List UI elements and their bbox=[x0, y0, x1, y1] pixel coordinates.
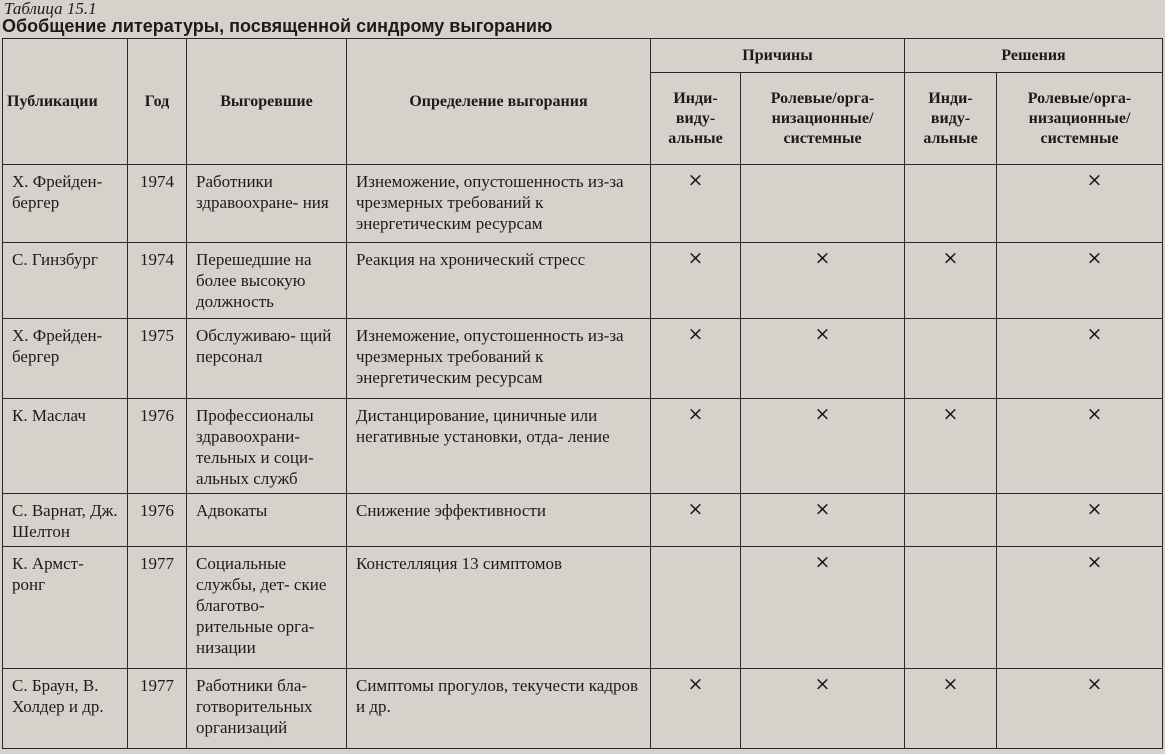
cell-year: 1976 bbox=[128, 494, 187, 547]
cell-solution-role-org bbox=[997, 494, 1163, 547]
cell-cause-individual bbox=[651, 669, 741, 749]
header-year: Год bbox=[128, 39, 187, 165]
cell-cause-role-org bbox=[741, 494, 905, 547]
cell-burned-out: Работники бла- готворительных организаций bbox=[187, 669, 347, 749]
cell-cause-role-org bbox=[741, 669, 905, 749]
cell-solution-individual bbox=[905, 319, 997, 399]
cell-solution-role-org bbox=[997, 243, 1163, 319]
cell-year: 1976 bbox=[128, 399, 187, 494]
cell-cause-individual bbox=[651, 399, 741, 494]
cell-year: 1977 bbox=[128, 547, 187, 669]
cross-mark-icon: × bbox=[687, 169, 704, 191]
cross-mark-icon: × bbox=[814, 551, 831, 573]
cross-mark-icon: × bbox=[1086, 247, 1103, 269]
cross-mark-icon: × bbox=[942, 673, 959, 695]
cross-mark-icon: × bbox=[814, 403, 831, 425]
cell-solution-individual bbox=[905, 243, 997, 319]
cell-cause-role-org bbox=[741, 243, 905, 319]
table-title: Обобщение литературы, посвященной синдрому выгоранию bbox=[2, 16, 553, 36]
table-row bbox=[3, 243, 1163, 319]
cross-mark-icon: × bbox=[814, 498, 831, 520]
cell-burned-out: Профессионалы здравоохрани- тельных и соци- альных служб bbox=[187, 399, 347, 494]
cell-year: 1977 bbox=[128, 669, 187, 749]
cell-burned-out: Социальные службы, дет- ские благотво- рительные орга- низации bbox=[187, 547, 347, 669]
cell-burned-out: Перешедшие на более высокую должность bbox=[187, 243, 347, 319]
cell-cause-individual bbox=[651, 547, 741, 669]
cell-solution-role-org bbox=[997, 547, 1163, 669]
cross-mark-icon: × bbox=[1086, 403, 1103, 425]
cell-definition: Изнеможение, опустошенность из-за чрезмерных требований к энергетическим ресурсам bbox=[347, 319, 651, 399]
cell-year: 1974 bbox=[128, 243, 187, 319]
cell-cause-role-org bbox=[741, 165, 905, 243]
cell-year: 1974 bbox=[128, 165, 187, 243]
cross-mark-icon: × bbox=[1086, 323, 1103, 345]
cross-mark-icon: × bbox=[1086, 551, 1103, 573]
cell-solution-role-org bbox=[997, 669, 1163, 749]
cell-cause-individual bbox=[651, 165, 741, 243]
cell-solution-individual bbox=[905, 399, 997, 494]
table-row bbox=[3, 399, 1163, 494]
cell-definition: Реакция на хронический стресс bbox=[347, 243, 651, 319]
cross-mark-icon: × bbox=[942, 403, 959, 425]
cross-mark-icon: × bbox=[814, 673, 831, 695]
cell-solution-individual bbox=[905, 669, 997, 749]
cross-mark-icon: × bbox=[687, 403, 704, 425]
cell-author: Х. Фрейден- бергер bbox=[3, 319, 128, 399]
table-caption: Таблица 15.1 bbox=[4, 0, 97, 18]
cross-mark-icon: × bbox=[814, 247, 831, 269]
cell-burned-out: Адвокаты bbox=[187, 494, 347, 547]
header-burned-out: Выгоревшие bbox=[187, 39, 347, 165]
cell-definition: Изнеможение, опустошенность из-за чрезмерных требований к энергетическим ресурсам bbox=[347, 165, 651, 243]
cell-cause-individual bbox=[651, 319, 741, 399]
header-causes-individual: Инди- виду- альные bbox=[651, 73, 741, 165]
cell-author: С. Варнат, Дж. Шелтон bbox=[3, 494, 128, 547]
cell-cause-role-org bbox=[741, 319, 905, 399]
header-solutions-individual: Инди- виду- альные bbox=[905, 73, 997, 165]
cell-cause-role-org bbox=[741, 547, 905, 669]
cell-definition: Дистанцирование, циничные или негативные установки, отда- ление bbox=[347, 399, 651, 494]
cell-cause-individual bbox=[651, 243, 741, 319]
cell-solution-individual bbox=[905, 165, 997, 243]
table-body bbox=[3, 165, 1163, 749]
table-row bbox=[3, 547, 1163, 669]
header-publications: Публикации bbox=[3, 39, 128, 165]
cross-mark-icon: × bbox=[687, 247, 704, 269]
table-row bbox=[3, 319, 1163, 399]
header-definition: Определение выгорания bbox=[347, 39, 651, 165]
cell-solution-role-org bbox=[997, 399, 1163, 494]
cross-mark-icon: × bbox=[1086, 498, 1103, 520]
cross-mark-icon: × bbox=[814, 323, 831, 345]
cell-definition: Констелляция 13 симптомов bbox=[347, 547, 651, 669]
cell-solution-role-org bbox=[997, 165, 1163, 243]
burnout-literature-table bbox=[2, 38, 1163, 749]
cell-author: С. Гинзбург bbox=[3, 243, 128, 319]
cell-solution-role-org bbox=[997, 319, 1163, 399]
cell-cause-role-org bbox=[741, 399, 905, 494]
table-row bbox=[3, 165, 1163, 243]
cell-author: К. Армст- ронг bbox=[3, 547, 128, 669]
table-row bbox=[3, 669, 1163, 749]
cell-author: Х. Фрейден- бергер bbox=[3, 165, 128, 243]
table-row bbox=[3, 494, 1163, 547]
cell-solution-individual bbox=[905, 547, 997, 669]
cross-mark-icon: × bbox=[687, 323, 704, 345]
cell-burned-out: Обслуживаю- щий персонал bbox=[187, 319, 347, 399]
header-solutions: Решения bbox=[905, 39, 1163, 73]
cross-mark-icon: × bbox=[1086, 169, 1103, 191]
cross-mark-icon: × bbox=[1086, 673, 1103, 695]
cross-mark-icon: × bbox=[687, 498, 704, 520]
cell-definition: Снижение эффективности bbox=[347, 494, 651, 547]
cell-author: С. Браун, В. Холдер и др. bbox=[3, 669, 128, 749]
cell-burned-out: Работники здравоохране- ния bbox=[187, 165, 347, 243]
header-solutions-role-org: Ролевые/орга- низационные/ системные bbox=[997, 73, 1163, 165]
cross-mark-icon: × bbox=[942, 247, 959, 269]
cell-definition: Симптомы прогулов, текучести кадров и др. bbox=[347, 669, 651, 749]
cell-cause-individual bbox=[651, 494, 741, 547]
cross-mark-icon: × bbox=[687, 673, 704, 695]
header-causes-role-org: Ролевые/орга- низационные/ системные bbox=[741, 73, 905, 165]
header-causes: Причины bbox=[651, 39, 905, 73]
cell-author: К. Маслач bbox=[3, 399, 128, 494]
cell-year: 1975 bbox=[128, 319, 187, 399]
cell-solution-individual bbox=[905, 494, 997, 547]
